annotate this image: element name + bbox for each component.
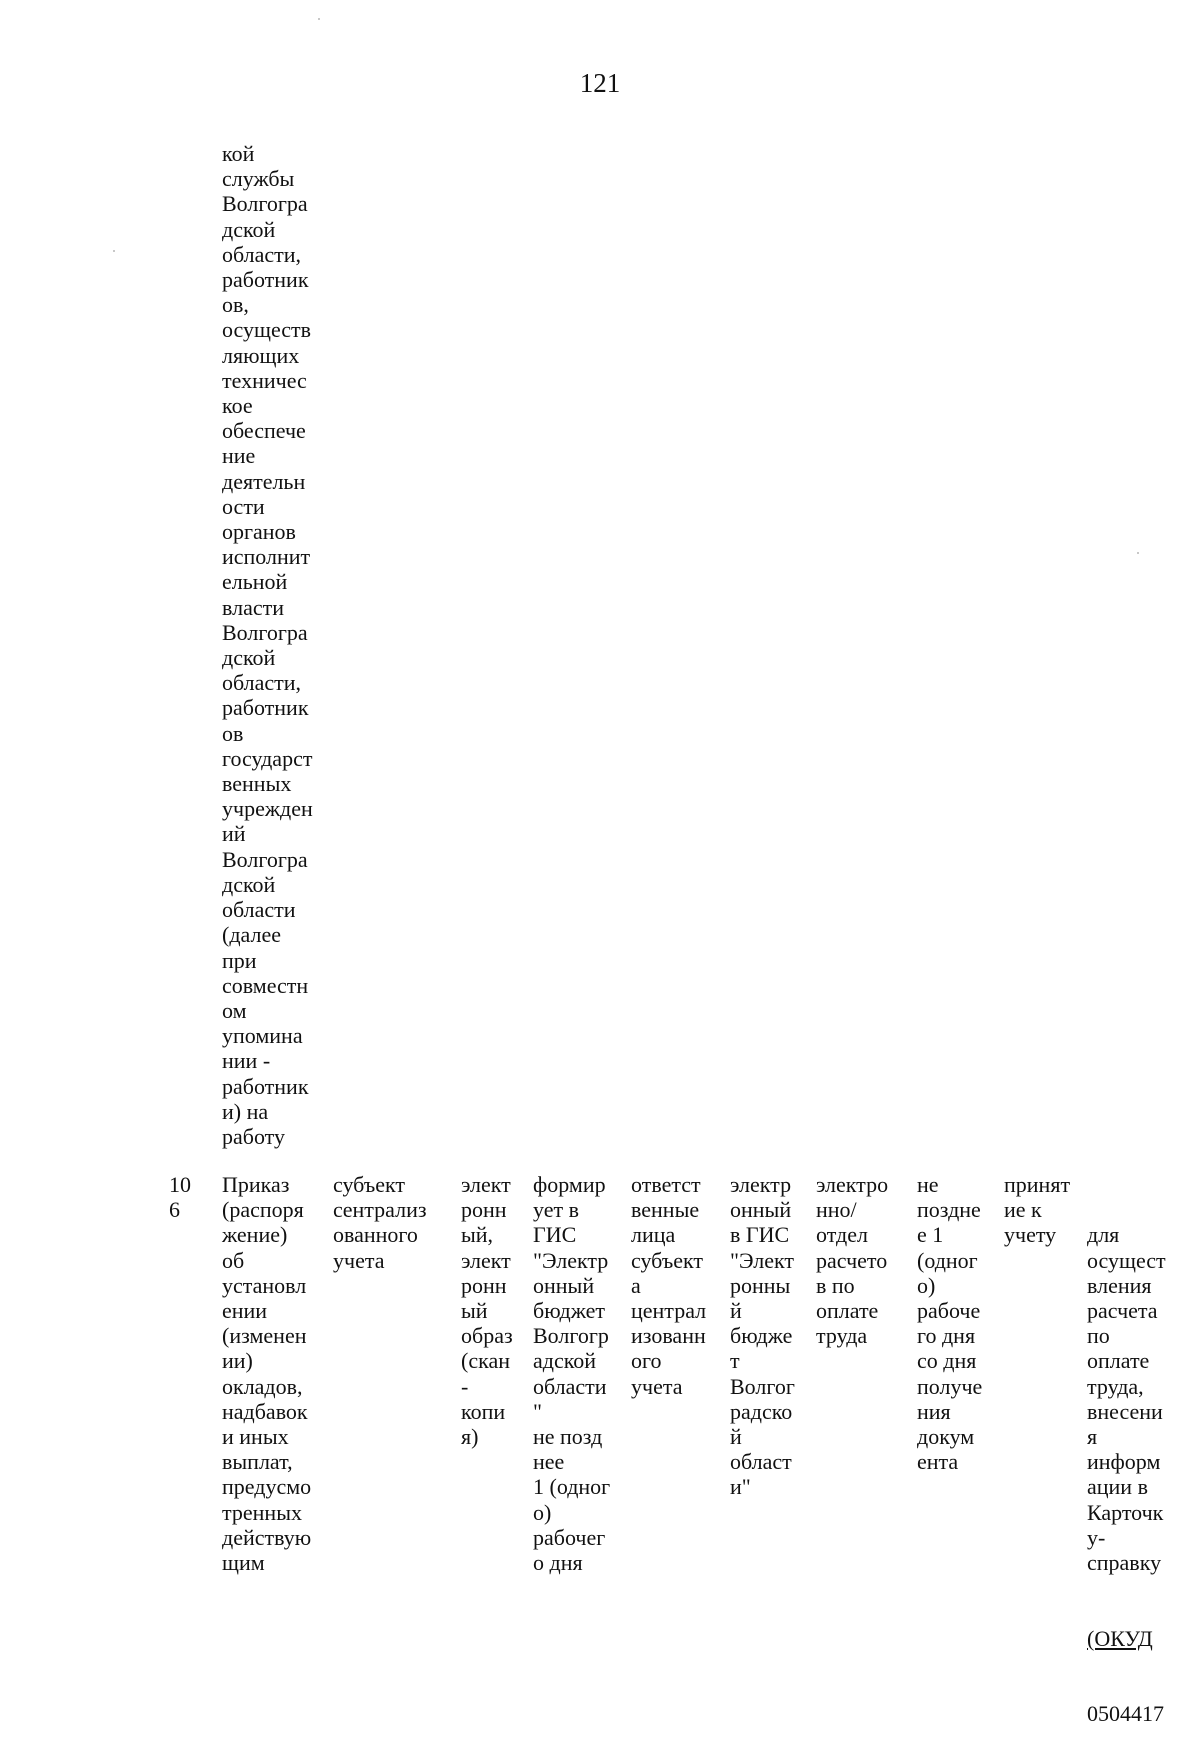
deadline-cell: не поздне е 1 (одног о) рабоче го дня со дня получе ния докум ента <box>917 1172 983 1475</box>
page-number: 121 <box>579 68 621 98</box>
scan-speck <box>1137 552 1139 554</box>
location-cell: электр онный в ГИС "Элект ронны й бюдже т Волгог радско й област и" <box>730 1172 795 1500</box>
recipient-cell: электро нно/ отдел расчето в по оплате труда <box>816 1172 889 1349</box>
document-name-cell: Приказ (распоря жение) об установл ении (изменен ии) окладов, надбавок и иных выплат, предусмо тренных действую щим <box>222 1172 312 1576</box>
procedure-cell: формир ует в ГИС "Электр онный бюджет Волгогр адской области " не позд нее 1 (одног о) рабочег о дня <box>533 1172 611 1576</box>
purpose-main-text: для осущест вления расчета по оплате труда, внесени я информ ации в Карточк у- справку <box>1087 1222 1166 1576</box>
compiler-cell: субъект cентрализ ованного учета <box>333 1172 427 1273</box>
purpose-okud-code: 0504417 <box>1087 1701 1164 1727</box>
scan-speck <box>318 18 320 20</box>
row-number-cell: 10 6 <box>169 1172 191 1223</box>
continuation-cell-text: кой службы Волгогра дской области, работник ов, осуществ ляющих техничес кое обеспече ние деятельн ости органов исполнит ельной власти Волгогра дской области, работник ов государст венных учрежден ий Волгогра дской области (далее при совместн ом упомина нии - работник и) на работу <box>222 141 313 1149</box>
action-cell: принят ие к учету <box>1004 1172 1071 1248</box>
purpose-okud-link-text: (ОКУД <box>1087 1625 1153 1651</box>
purpose-cell <box>1087 1172 1166 1752</box>
scan-speck <box>113 250 115 252</box>
format-cell: элект ронн ый, элект ронн ый образ (скан - копи я) <box>461 1172 513 1450</box>
responsible-cell: ответст венные лица субъект а централ изованн ого учета <box>631 1172 707 1399</box>
